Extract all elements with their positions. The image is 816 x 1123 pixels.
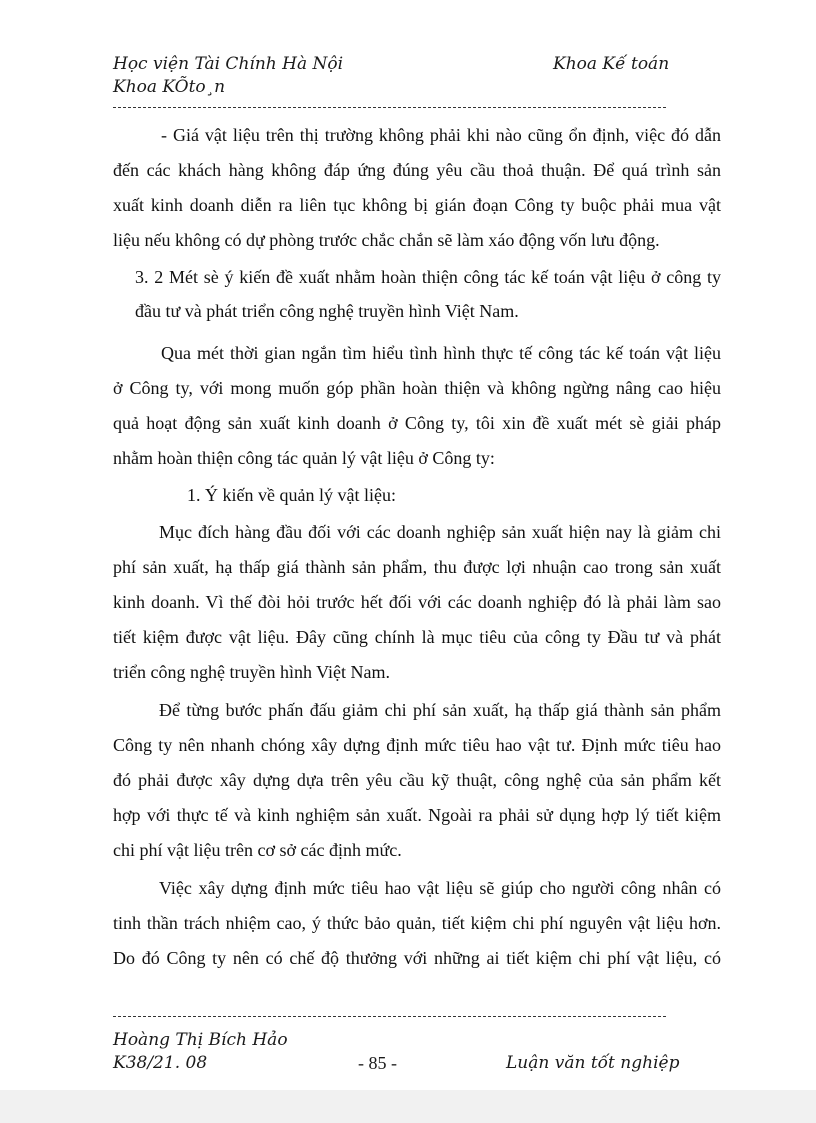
paragraph-line: Công ty nên nhanh chóng xây dựng định mức tiêu hao vật tư. Định mức tiêu hao xyxy=(113,735,721,755)
footer-divider xyxy=(113,1016,666,1017)
header-divider xyxy=(113,107,666,108)
footer-document-type: Luận văn tốt nghiệp xyxy=(506,1053,680,1073)
paragraph-line: Do đó Công ty nên có chế độ thưởng với những ai tiết kiệm chi phí vật liệu, có xyxy=(113,948,721,968)
paragraph-line: Mục đích hàng đầu đối với các doanh nghiệp sản xuất hiện nay là giảm chi xyxy=(159,522,721,542)
paragraph-line: tiết kiệm được vật liệu. Đây cũng chính là mục tiêu của công ty Đầu tư và phát xyxy=(113,627,721,647)
paragraph-line: hợp với thực tế và kinh nghiệm sản xuất. Ngoài ra phải sử dụng hợp lý tiết kiệm xyxy=(113,805,721,825)
paragraph-line: phí sản xuất, hạ thấp giá thành sản phẩm, thu được lợi nhuận cao trong sản xuất xyxy=(113,557,721,577)
header-faculty: Khoa Kế toán xyxy=(553,54,670,74)
paragraph-line: liệu nếu không có dự phòng trước chắc chắn sẽ làm xáo động vốn lưu động. xyxy=(113,230,660,250)
header-institution: Học viện Tài Chính Hà Nội xyxy=(113,54,344,74)
paragraph-line: ở Công ty, với mong muốn góp phần hoàn thiện và không ngừng nâng cao hiệu xyxy=(113,378,721,398)
header-faculty-garbled: Khoa KÕto¸n xyxy=(113,77,226,97)
paragraph-line: Việc xây dựng định mức tiêu hao vật liệu sẽ giúp cho người công nhân có xyxy=(159,878,721,898)
paragraph-line: chi phí vật liệu trên cơ sở các định mức. xyxy=(113,840,402,860)
section-heading: đầu tư và phát triển công nghệ truyền hình Việt Nam. xyxy=(135,301,519,321)
paragraph-line: Qua mét thời gian ngắn tìm hiểu tình hình thực tế công tác kế toán vật liệu xyxy=(161,343,721,363)
paragraph-line: kinh doanh. Vì thế đòi hỏi trước hết đối với các doanh nghiệp đó là phải làm sao xyxy=(113,592,721,612)
footer-class-code: K38/21. 08 xyxy=(113,1053,208,1073)
paragraph-line: đó phải được xây dựng dựa trên yêu cầu kỹ thuật, công nghệ của sản phẩm kết xyxy=(113,770,721,790)
section-heading: 3. 2 Mét sè ý kiến đề xuất nhằm hoàn thiện công tác kế toán vật liệu ở công ty xyxy=(135,267,721,287)
numbered-subheading: 1. Ý kiến về quản lý vật liệu: xyxy=(187,485,396,505)
footer-author: Hoàng Thị Bích Hảo xyxy=(113,1030,288,1050)
paragraph-line: quả hoạt động sản xuất kinh doanh ở Công ty, tôi xin đề xuất mét sè giải pháp xyxy=(113,413,721,433)
page-number: - 85 - xyxy=(358,1053,397,1073)
paragraph-line: Để từng bước phấn đấu giảm chi phí sản xuất, hạ thấp giá thành sản phẩm xyxy=(159,700,721,720)
paragraph-line: - Giá vật liệu trên thị trường không phải khi nào cũng ổn định, việc đó dẫn xyxy=(161,125,721,145)
paragraph-line: đến các khách hàng không đáp ứng đúng yêu cầu thoả thuận. Để quá trình sản xyxy=(113,160,721,180)
paragraph-line: nhằm hoàn thiện công tác quản lý vật liệu ở Công ty: xyxy=(113,448,495,468)
paragraph-line: tinh thần trách nhiệm cao, ý thức bảo quản, tiết kiệm chi phí nguyên vật liệu hơn. xyxy=(113,913,721,933)
paragraph-line: triển công nghệ truyền hình Việt Nam. xyxy=(113,662,391,682)
paragraph-line: xuất kinh doanh diễn ra liên tục không bị gián đoạn Công ty buộc phải mua vật xyxy=(113,195,721,215)
